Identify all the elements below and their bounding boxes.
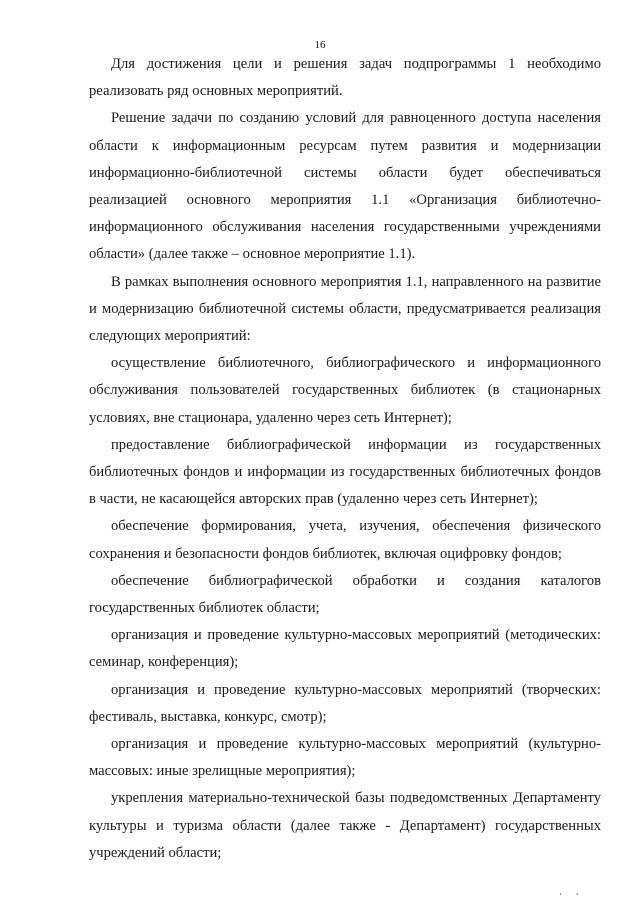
- list-item-catalogs: обеспечение библиографической обработки и создания каталогов государственных библиотек области;: [89, 572, 601, 617]
- list-item-material-base: укрепления материально-технической базы подведомственных Департаменту культуры и туризма области (далее также - Департамент) государственных учреждений области;: [89, 790, 601, 861]
- list-item-cultural-events: организация и проведение культурно-массовых мероприятий (культурно-массовых: иные зрелищные мероприятия);: [89, 736, 601, 780]
- list-item-library-service: осуществление библиотечного, библиографического и информационного обслуживания пользователей государственных библиотек (в стационарных условиях, вне стационара, удаленно через сеть Интернет);: [89, 355, 601, 426]
- paragraph-intro: Для достижения цели и решения задач подпрограммы 1 необходимо реализовать ряд основных мероприятий.: [89, 56, 601, 100]
- list-item-methodical-events: организация и проведение культурно-массовых мероприятий (методических: семинар, конференция);: [89, 627, 601, 671]
- list-item-bibliographic-info: предоставление библиографической информации из государственных библиотечных фондов и информации из государственных библиотечных фондов в части, не касающейся авторских прав (удаленно через сеть Интернет);: [89, 436, 601, 508]
- paragraph-measure-scope: В рамках выполнения основного мероприятия 1.1, направленного на развитие и модернизацию библиотечной системы области, предусматривается реализация следующих мероприятий:: [89, 273, 601, 345]
- paragraph-task-solution: Решение задачи по созданию условий для равноценного доступа населения области к информационным ресурсам путем развития и модернизации информационно-библиотечной системы области будет обеспечиваться реализацией основного мероприятия 1.1 «Организация библиотечно-информационного обслуживания населения государственными учреждениями области» (далее также – основное мероприятие 1.1).: [89, 110, 601, 263]
- corner-mark: ' ': [559, 892, 584, 903]
- list-item-creative-events: организация и проведение культурно-массовых мероприятий (творческих: фестиваль, выставка, конкурс, смотр);: [89, 681, 601, 725]
- page-number: 16: [314, 39, 326, 51]
- list-item-fund-preservation: обеспечение формирования, учета, изучения, обеспечения физического сохранения и безопасности фондов библиотек, включая оцифровку фондов;: [89, 518, 601, 562]
- body-text: [89, 51, 601, 867]
